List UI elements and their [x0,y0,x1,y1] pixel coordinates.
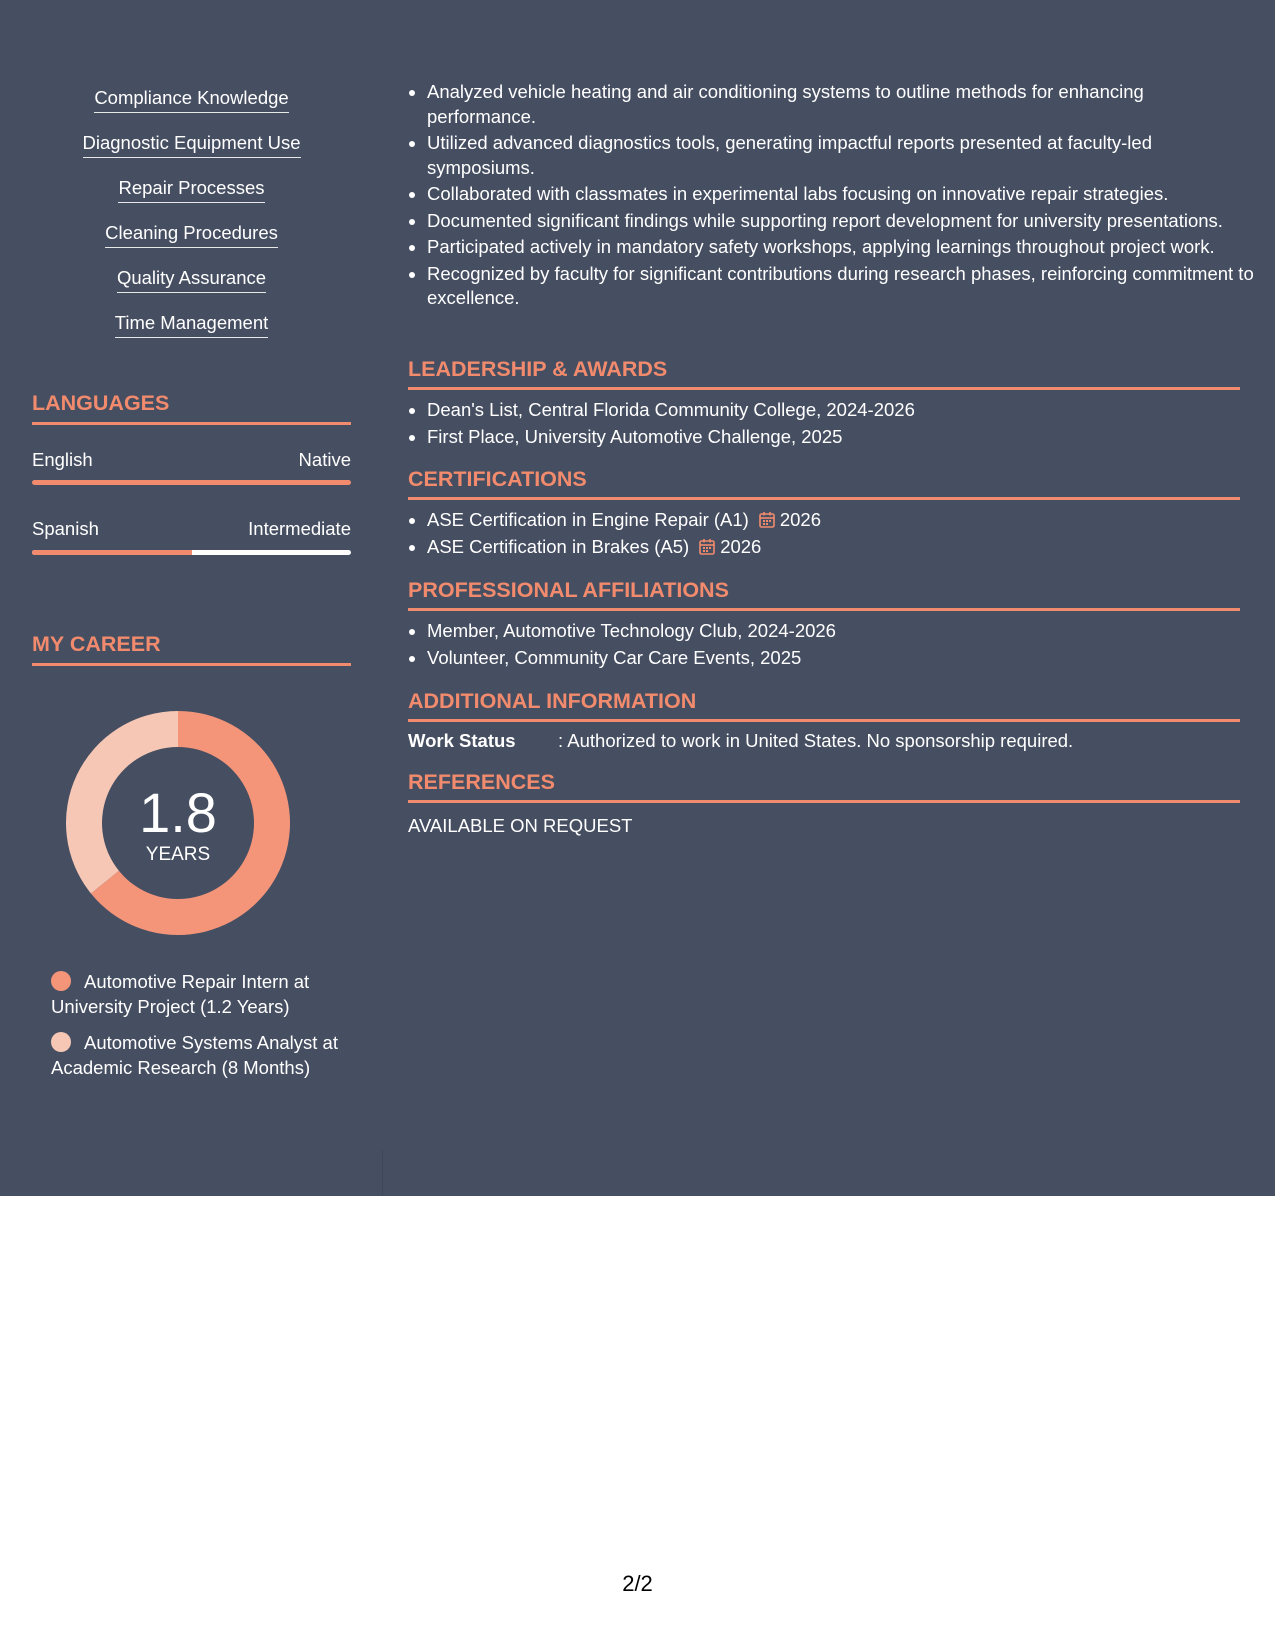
list-item: • Dean's List, Central Florida Community College, 2024-2026 [427,398,1257,423]
career-donut-chart [66,711,290,935]
certifications-heading: CERTIFICATIONS [408,467,1240,500]
language-bar-fill [32,550,192,555]
career-unit: YEARS [145,844,211,865]
calendar-icon [759,511,775,528]
language-bar-fill [32,480,351,485]
language-bar-english [32,480,351,485]
list-item: • Participated actively in mandatory safety workshops, applying learnings throughout project work. [427,235,1257,260]
leadership-list [408,398,1257,451]
page-number: 2/2 [622,1571,653,1596]
skill-item: Diagnostic Equipment Use [32,131,351,158]
language-level: Intermediate [248,518,351,539]
list-item: • Documented significant findings while supporting report development for university presentations. [427,209,1257,234]
work-status-label: Work Status [408,730,516,751]
list-item: • ASE Certification in Brakes (A5) 2026 [427,535,1257,560]
calendar-icon [699,538,715,555]
work-status-value: : Authorized to work in United States. No sponsorship required. [558,730,1074,751]
skill-item: Time Management [32,311,351,338]
affiliations-list [408,619,1257,672]
references-text: AVAILABLE ON REQUEST [408,815,633,836]
career-total: 1.8 [139,781,217,844]
legend-dot [51,1032,71,1052]
references-heading: REFERENCES [408,770,1240,803]
list-item: • Volunteer, Community Car Care Events, 2025 [427,646,1257,671]
list-item: • Utilized advanced diagnostics tools, generating impactful reports presented at faculty-led symposiums. [427,131,1257,180]
language-name: English [32,449,93,470]
list-item: • Recognized by faculty for significant contributions during research phases, reinforcing commitment to excellence. [427,262,1257,311]
list-item: • Member, Automotive Technology Club, 2024-2026 [427,619,1257,644]
career-legend-item: Automotive Repair Intern at University Project (1.2 Years) [51,971,310,1017]
experience-bullets [408,80,1257,313]
legend-dot [51,971,71,991]
language-level: Native [298,449,351,470]
skill-item: Cleaning Procedures [32,221,351,248]
languages-heading: LANGUAGES [32,391,351,425]
language-bar-spanish [32,550,351,555]
affiliations-heading: PROFESSIONAL AFFILIATIONS [408,578,1240,611]
skill-item: Repair Processes [32,176,351,203]
skill-item: Compliance Knowledge [32,86,351,113]
language-name: Spanish [32,518,99,539]
list-item: • Analyzed vehicle heating and air conditioning systems to outline methods for enhancing performance. [427,80,1257,129]
skill-item: Quality Assurance [32,266,351,293]
career-heading: MY CAREER [32,632,351,666]
certifications-list [408,508,1257,561]
list-item: • ASE Certification in Engine Repair (A1) 2026 [427,508,1257,533]
additional-info-heading: ADDITIONAL INFORMATION [408,689,1240,722]
leadership-heading: LEADERSHIP & AWARDS [408,357,1240,390]
list-item: • Collaborated with classmates in experimental labs focusing on innovative repair strategies. [427,182,1257,207]
career-legend-item: Automotive Systems Analyst at Academic Research (8 Months) [51,1032,338,1078]
column-divider [382,1150,383,1196]
list-item: • First Place, University Automotive Challenge, 2025 [427,425,1257,450]
